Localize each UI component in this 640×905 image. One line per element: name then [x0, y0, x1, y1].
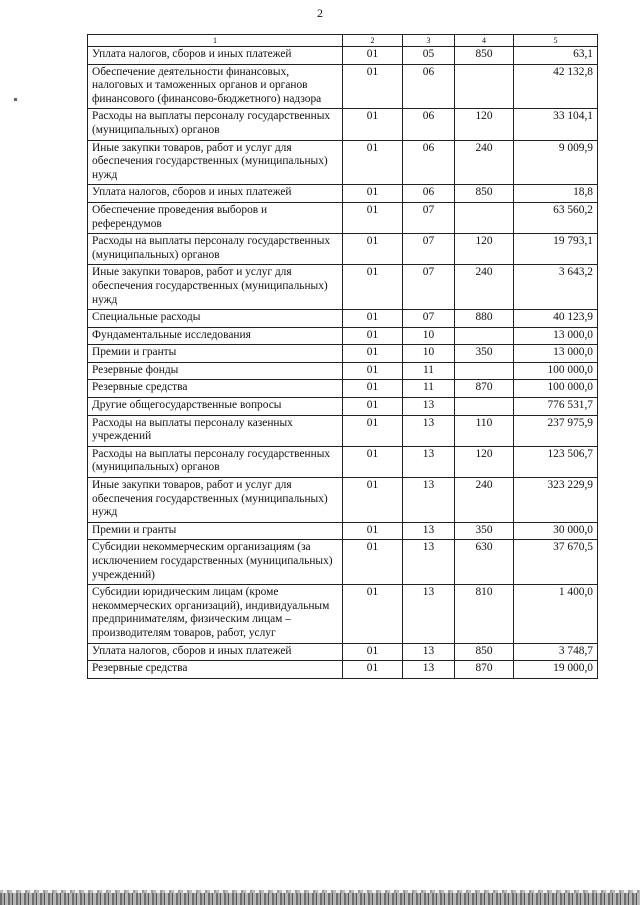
row-name-cell: Иные закупки товаров, работ и услуг для обеспечения государственных (муниципальных) нужд [88, 478, 343, 523]
row-subsection-cell: 13 [403, 446, 455, 477]
column-number-row [88, 35, 598, 47]
row-amount-cell: 37 670,5 [514, 540, 598, 585]
row-name-cell: Обеспечение деятельности финансовых, налоговых и таможенных органов и органов финансового (финансово-бюджетного) надзора [88, 64, 343, 109]
table-row [88, 202, 598, 233]
row-section-cell: 01 [343, 522, 403, 540]
row-expense-type-cell: 240 [455, 140, 514, 185]
row-amount-cell: 19 793,1 [514, 234, 598, 265]
row-amount-cell: 63,1 [514, 47, 598, 65]
row-name-cell: Расходы на выплаты персоналу государственных (муниципальных) органов [88, 109, 343, 140]
row-name-cell: Фундаментальные исследования [88, 327, 343, 345]
row-expense-type-cell: 870 [455, 380, 514, 398]
row-name-cell: Иные закупки товаров, работ и услуг для обеспечения государственных (муниципальных) нужд [88, 140, 343, 185]
row-name-cell: Резервные средства [88, 380, 343, 398]
row-section-cell: 01 [343, 202, 403, 233]
row-name-cell: Уплата налогов, сборов и иных платежей [88, 185, 343, 203]
row-section-cell: 01 [343, 47, 403, 65]
row-amount-cell: 123 506,7 [514, 446, 598, 477]
row-amount-cell: 237 975,9 [514, 415, 598, 446]
row-name-cell: Иные закупки товаров, работ и услуг для обеспечения государственных (муниципальных) нужд [88, 265, 343, 310]
table-row [88, 643, 598, 661]
row-subsection-cell: 13 [403, 478, 455, 523]
row-subsection-cell: 13 [403, 522, 455, 540]
row-amount-cell: 3 643,2 [514, 265, 598, 310]
row-expense-type-cell: 850 [455, 185, 514, 203]
row-expense-type-cell: 880 [455, 310, 514, 328]
row-section-cell: 01 [343, 109, 403, 140]
row-name-cell: Уплата налогов, сборов и иных платежей [88, 643, 343, 661]
row-name-cell: Специальные расходы [88, 310, 343, 328]
row-section-cell: 01 [343, 415, 403, 446]
column-header: 5 [514, 35, 598, 47]
row-expense-type-cell: 240 [455, 265, 514, 310]
row-amount-cell: 30 000,0 [514, 522, 598, 540]
row-section-cell: 01 [343, 398, 403, 416]
table-row [88, 380, 598, 398]
row-amount-cell: 40 123,9 [514, 310, 598, 328]
row-expense-type-cell [455, 202, 514, 233]
row-name-cell: Обеспечение проведения выборов и референдумов [88, 202, 343, 233]
row-amount-cell: 3 748,7 [514, 643, 598, 661]
scan-speck [14, 98, 17, 101]
row-name-cell: Резервные фонды [88, 362, 343, 380]
row-expense-type-cell [455, 398, 514, 416]
row-amount-cell: 323 229,9 [514, 478, 598, 523]
row-section-cell: 01 [343, 540, 403, 585]
column-header: 3 [403, 35, 455, 47]
row-expense-type-cell: 240 [455, 478, 514, 523]
row-section-cell: 01 [343, 362, 403, 380]
row-amount-cell: 19 000,0 [514, 661, 598, 679]
table-row [88, 415, 598, 446]
row-subsection-cell: 13 [403, 398, 455, 416]
row-amount-cell: 13 000,0 [514, 345, 598, 363]
column-header: 2 [343, 35, 403, 47]
row-subsection-cell: 13 [403, 661, 455, 679]
row-expense-type-cell: 120 [455, 234, 514, 265]
row-name-cell: Расходы на выплаты персоналу государственных (муниципальных) органов [88, 234, 343, 265]
table-row [88, 109, 598, 140]
row-section-cell: 01 [343, 446, 403, 477]
row-subsection-cell: 13 [403, 585, 455, 643]
row-expense-type-cell: 850 [455, 47, 514, 65]
row-subsection-cell: 10 [403, 345, 455, 363]
row-name-cell: Расходы на выплаты персоналу государственных (муниципальных) органов [88, 446, 343, 477]
row-expense-type-cell: 120 [455, 109, 514, 140]
row-subsection-cell: 10 [403, 327, 455, 345]
row-section-cell: 01 [343, 64, 403, 109]
row-subsection-cell: 06 [403, 140, 455, 185]
row-expense-type-cell [455, 362, 514, 380]
row-expense-type-cell: 120 [455, 446, 514, 477]
row-amount-cell: 776 531,7 [514, 398, 598, 416]
row-subsection-cell: 11 [403, 362, 455, 380]
row-expense-type-cell: 850 [455, 643, 514, 661]
table-row [88, 478, 598, 523]
row-section-cell: 01 [343, 310, 403, 328]
row-section-cell: 01 [343, 140, 403, 185]
row-amount-cell: 100 000,0 [514, 362, 598, 380]
table-row [88, 345, 598, 363]
table-row [88, 140, 598, 185]
row-name-cell: Уплата налогов, сборов и иных платежей [88, 47, 343, 65]
table-row [88, 585, 598, 643]
row-amount-cell: 18,8 [514, 185, 598, 203]
row-expense-type-cell: 350 [455, 522, 514, 540]
table-row [88, 327, 598, 345]
table-row [88, 522, 598, 540]
row-subsection-cell: 06 [403, 185, 455, 203]
row-name-cell: Субсидии юридическим лицам (кроме некоммерческих организаций), индивидуальным предпринимателям, физическим лицам – производителям товаров, работ, услуг [88, 585, 343, 643]
table-row [88, 540, 598, 585]
row-expense-type-cell: 350 [455, 345, 514, 363]
row-subsection-cell: 11 [403, 380, 455, 398]
row-name-cell: Расходы на выплаты персоналу казенных учреждений [88, 415, 343, 446]
table-row [88, 265, 598, 310]
row-section-cell: 01 [343, 661, 403, 679]
row-section-cell: 01 [343, 380, 403, 398]
row-section-cell: 01 [343, 478, 403, 523]
row-expense-type-cell: 110 [455, 415, 514, 446]
table-row [88, 310, 598, 328]
row-amount-cell: 9 009,9 [514, 140, 598, 185]
row-amount-cell: 1 400,0 [514, 585, 598, 643]
table-row [88, 234, 598, 265]
row-section-cell: 01 [343, 265, 403, 310]
table-row [88, 446, 598, 477]
table-row [88, 398, 598, 416]
row-subsection-cell: 13 [403, 540, 455, 585]
row-amount-cell: 42 132,8 [514, 64, 598, 109]
scan-artifact-edge [0, 893, 640, 905]
row-section-cell: 01 [343, 185, 403, 203]
row-section-cell: 01 [343, 643, 403, 661]
row-expense-type-cell: 630 [455, 540, 514, 585]
column-header: 1 [88, 35, 343, 47]
row-subsection-cell: 07 [403, 310, 455, 328]
row-amount-cell: 13 000,0 [514, 327, 598, 345]
row-name-cell: Премии и гранты [88, 345, 343, 363]
row-subsection-cell: 07 [403, 265, 455, 310]
column-header: 4 [455, 35, 514, 47]
row-section-cell: 01 [343, 234, 403, 265]
row-subsection-cell: 06 [403, 64, 455, 109]
row-subsection-cell: 07 [403, 234, 455, 265]
row-subsection-cell: 07 [403, 202, 455, 233]
table-row [88, 362, 598, 380]
row-section-cell: 01 [343, 345, 403, 363]
row-expense-type-cell [455, 64, 514, 109]
row-expense-type-cell: 810 [455, 585, 514, 643]
row-amount-cell: 63 560,2 [514, 202, 598, 233]
row-section-cell: 01 [343, 585, 403, 643]
row-subsection-cell: 13 [403, 643, 455, 661]
row-expense-type-cell [455, 327, 514, 345]
table-row [88, 185, 598, 203]
row-subsection-cell: 06 [403, 109, 455, 140]
row-section-cell: 01 [343, 327, 403, 345]
row-name-cell: Премии и гранты [88, 522, 343, 540]
table-row [88, 661, 598, 679]
page-number: 2 [317, 6, 323, 20]
row-subsection-cell: 13 [403, 415, 455, 446]
row-subsection-cell: 05 [403, 47, 455, 65]
row-amount-cell: 100 000,0 [514, 380, 598, 398]
row-amount-cell: 33 104,1 [514, 109, 598, 140]
row-expense-type-cell: 870 [455, 661, 514, 679]
row-name-cell: Другие общегосударственные вопросы [88, 398, 343, 416]
row-name-cell: Резервные средства [88, 661, 343, 679]
budget-table [87, 34, 598, 679]
table-row [88, 64, 598, 109]
table-row [88, 47, 598, 65]
row-name-cell: Субсидии некоммерческим организациям (за исключением государственных (муниципальных) учреждений) [88, 540, 343, 585]
